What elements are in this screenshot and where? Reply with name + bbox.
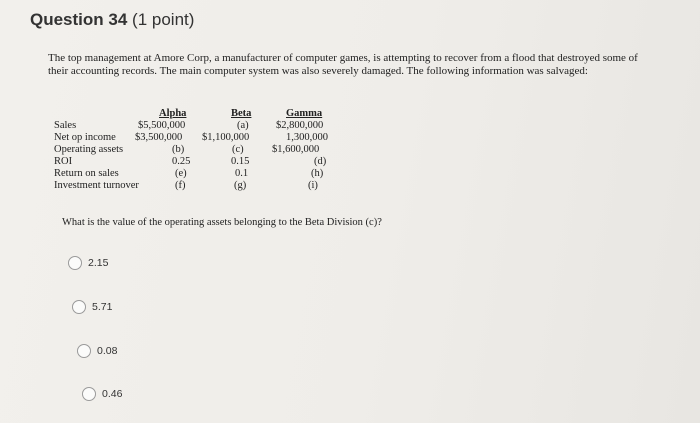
cell-alpha: $3,500,000 [135, 132, 183, 143]
cell-gamma: (i) [308, 180, 318, 191]
table-row [54, 144, 354, 156]
cell-alpha: (e) [175, 168, 187, 179]
division-data-table [54, 108, 354, 192]
answer-option[interactable] [77, 344, 117, 358]
option-label: 0.46 [102, 388, 123, 400]
option-label: 0.08 [97, 345, 118, 357]
row-label: Return on sales [54, 168, 119, 179]
cell-beta: (c) [232, 144, 244, 155]
row-label: ROI [54, 156, 73, 167]
cell-alpha: (b) [172, 144, 185, 155]
cell-gamma: 1,300,000 [286, 132, 328, 143]
answer-option[interactable] [72, 300, 112, 314]
cell-gamma: $1,600,000 [272, 144, 320, 155]
table-row [54, 180, 354, 192]
table-row [54, 156, 354, 168]
question-prompt: What is the value of the operating assets belonging to the Beta Division (c)? [62, 217, 382, 228]
cell-beta: (a) [237, 120, 249, 131]
row-label: Investment turnover [54, 180, 139, 191]
cell-beta: (g) [234, 180, 247, 191]
question-intro: The top management at Amore Corp, a manufacturer of computer games, is attempting to recover from a flood that destroyed some of their accounting records. The main computer system was also severely damaged. The following information was salvaged: [48, 52, 638, 77]
option-label: 2.15 [88, 257, 109, 269]
table-row [54, 132, 354, 144]
row-label: Sales [54, 120, 77, 131]
table-row [54, 120, 354, 132]
answer-option[interactable] [68, 256, 108, 270]
radio-button[interactable] [77, 344, 91, 358]
cell-alpha: (f) [175, 180, 186, 191]
row-label: Operating assets [54, 144, 124, 155]
radio-button[interactable] [82, 387, 96, 401]
cell-alpha: 0.25 [172, 156, 191, 167]
question-number: Question 34 [30, 10, 128, 29]
cell-gamma: $2,800,000 [276, 120, 324, 131]
radio-button[interactable] [68, 256, 82, 270]
row-label: Net op income [54, 132, 116, 143]
cell-gamma: (h) [311, 168, 324, 179]
header-gamma: Gamma [286, 108, 323, 119]
header-alpha: Alpha [159, 108, 187, 119]
table-header-row [54, 108, 354, 120]
question-points: (1 point) [132, 10, 195, 29]
answer-option[interactable] [82, 387, 122, 401]
cell-beta: 0.15 [231, 156, 250, 167]
cell-beta: $1,100,000 [202, 132, 250, 143]
cell-alpha: $5,500,000 [138, 120, 186, 131]
cell-gamma: (d) [314, 156, 327, 167]
radio-button[interactable] [72, 300, 86, 314]
question-title [30, 10, 194, 30]
cell-beta: 0.1 [235, 168, 249, 179]
header-beta: Beta [231, 108, 252, 119]
option-label: 5.71 [92, 301, 113, 313]
table-row [54, 168, 354, 180]
